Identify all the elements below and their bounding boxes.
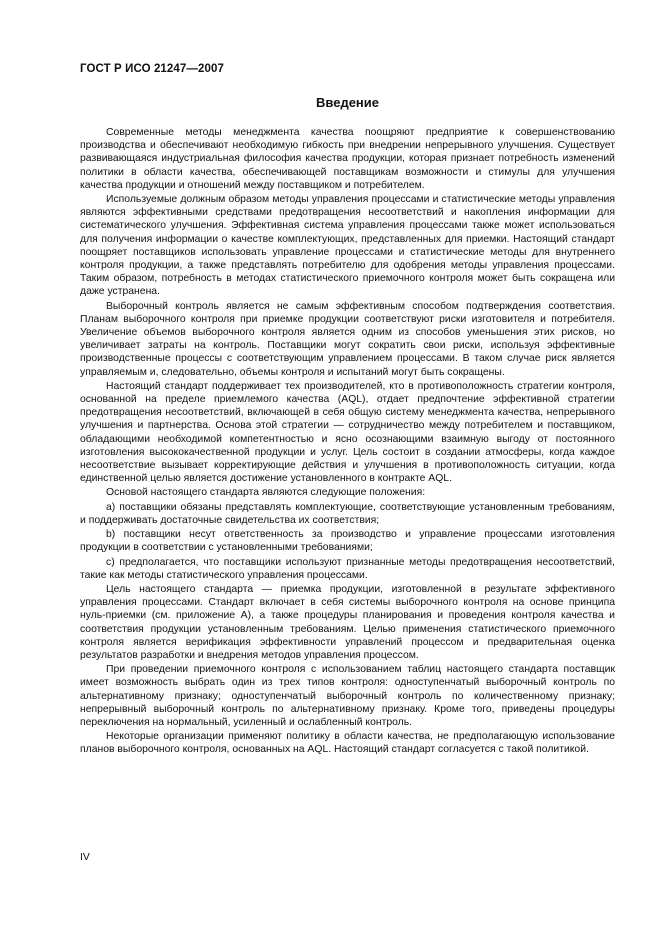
paragraph-7: При проведении приемочного контроля с использованием таблиц настоящего стандарта поставщик имеет возможность выбрать один из трех типов контроля: одноступенчатый выборочный контроль по альтернативному признаку; одноступенчатый выборочный контроль по количественному признаку; непрерывный выборочный контроль по альтернативному признаку. Кроме того, приведены процедуры переключения на нормальный, усиленный и ослабленный контроль.: [80, 664, 615, 728]
page-number: IV: [80, 852, 90, 863]
paragraph-8: Некоторые организации применяют политику в области качества, не предполагающую использование планов выборочного контроля, основанных на AQL. Настоящий стандарт согласуется с такой политикой.: [80, 731, 615, 756]
paragraph-5: Основой настоящего стандарта являются следующие положения:: [106, 487, 426, 499]
paragraph-4: Настоящий стандарт поддерживает тех производителей, кто в противоположность стратегии контроля, основанной на пределе приемлемого качества (AQL), отдает предпочтение эффективной стратегии предотвращения несоответствий, включающей в себя общую систему менеджмента качества, непрерывного улучшения и партнерства. Основа этой стратегии — сотрудничество между потребителем и поставщиком, обладающими необходимой компетентностью и ясно осознающими взаимную выгоду от постоянного изготовления высококачественной продукции и услуг. Цель состоит в создании атмосферы, когда каждое несоответствие вызывает корректирующие действия и улучшения в противоположность ситуации, когда единственной целью является достижение установленного в контракте AQL.: [80, 380, 615, 485]
paragraph-6: Цель настоящего стандарта — приемка продукции, изготовленной в результате эффективного управления процессами. Стандарт включает в себя системы выборочного контроля на основе принципа нуль-приемки (см. приложение А), а также процедуры планирования и проведения контроля качества и соответствия продукции установленным требованиям. Целью применения статистического приемочного контроля является верификация эффективности управлений процессом и предварительная оценка результатов разработки и внедрения методов управления процессом.: [80, 583, 615, 661]
section-title: Введение: [316, 95, 379, 110]
list-item-a: а) поставщики обязаны представлять комплектующие, соответствующие установленным требованиям, и поддерживать достаточные свидетельства их соответствия;: [80, 501, 615, 526]
list-item-b: b) поставщики несут ответственность за производство и управление процессами изготовления продукции в соответствии с установленными требованиями;: [80, 529, 615, 554]
paragraph-2: Используемые должным образом методы управления процессами и статистические методы управления являются эффективными средствами предотвращения несоответствий и накопления информации для систематического улучшения. Эффективная система управления процессами также может использоваться для получения информации о качестве комплектующих, представленных для приемки. Настоящий стандарт поощряет поставщиков использовать управление процессами и статистические методы для внутреннего контроля продукции, а также представлять потребителю для одобрения методы управления процессами. Таким образом, потребность в методах статистического приемочного контроля может быть сокращена или даже устранена.: [80, 194, 615, 298]
document-body: [80, 126, 615, 758]
document-header: ГОСТ Р ИСО 21247—2007: [80, 63, 225, 75]
paragraph-3: Выборочный контроль является не самым эффективным способом подтверждения соответствия. Планам выборочного контроля при приемке продукции соответствуют риски изготовителя и потребителя. Увеличение объемов выборочного контроля является одним из способов уменьшения этих рисков, но увеличивает затраты на контроль. Поставщики могут сократить свои риски, используя эффективные производственные процессы с соответствующим управлением процессами. В таком случае риск является управляемым и, следовательно, объемы контроля и испытаний могут быть сокращены.: [80, 300, 615, 378]
paragraph-1: Современные методы менеджмента качества поощряют предприятие к совершенствованию производства и обеспечивают необходимую гибкость при внедрении непрерывного улучшения. Существует развивающаяся индустриальная философия качества продукции, которая признает потребность изменений политики в области качества, обеспечивающей поставщикам возможности и стимулы для улучшения качества продукции и отношений между поставщиком и потребителем.: [80, 127, 615, 191]
list-item-c: с) предполагается, что поставщики используют признанные методы предотвращения несоответствий, такие как методы статистического управления процессами.: [80, 556, 615, 581]
